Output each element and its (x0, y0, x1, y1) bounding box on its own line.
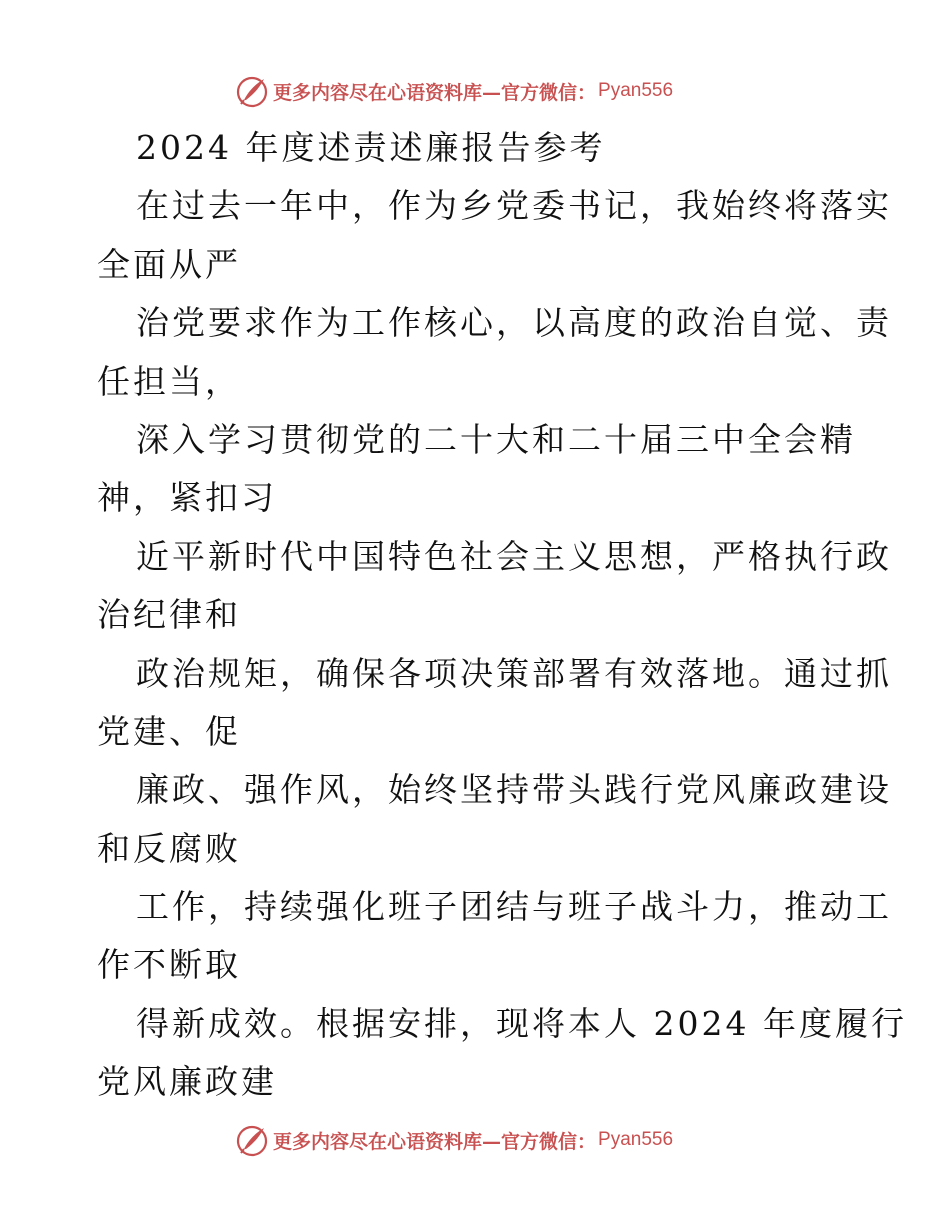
quill-pen-logo-icon (235, 1123, 269, 1157)
header-watermark-banner (235, 72, 673, 110)
document-line: 廉政、强作风，始终坚持带头践行党风廉政建设 (136, 770, 892, 810)
document-line: 在过去一年中，作为乡党委书记，我始终将落实 (136, 186, 892, 226)
document-line: 全面从严 (97, 244, 241, 284)
quill-pen-logo-icon (235, 74, 269, 108)
document-line: 党建、促 (97, 711, 241, 751)
footer-watermark-banner (235, 1121, 673, 1159)
document-line: 和反腐败 (97, 828, 241, 868)
banner-text: 更多内容尽在心语资料库—官方微信： (273, 81, 597, 104)
document-line: 党风廉政建 (97, 1062, 277, 1102)
document-line: 政治规矩，确保各项决策部署有效落地。通过抓 (136, 653, 892, 693)
document-line: 神，紧扣习 (97, 478, 277, 518)
document-line: 治党要求作为工作核心，以高度的政治自觉、责 (136, 303, 892, 343)
document-line: 2024 年度述责述廉报告参考 (136, 128, 606, 167)
document-line: 深入学习贯彻党的二十大和二十届三中全会精 (136, 419, 856, 459)
document-line: 得新成效。根据安排，现将本人 2024 年度履行 (136, 1003, 907, 1043)
banner-wechat-id: Pyan556 (598, 1129, 674, 1150)
document-line: 近平新时代中国特色社会主义思想，严格执行政 (136, 536, 892, 576)
banner-wechat-id: Pyan556 (598, 80, 674, 101)
document-body (97, 125, 907, 1118)
document-line: 任担当， (97, 361, 241, 401)
document-line: 治纪律和 (97, 595, 241, 635)
banner-text: 更多内容尽在心语资料库—官方微信： (273, 1130, 597, 1153)
document-line: 工作，持续强化班子团结与班子战斗力，推动工 (136, 887, 892, 927)
document-line: 作不断取 (97, 945, 241, 985)
